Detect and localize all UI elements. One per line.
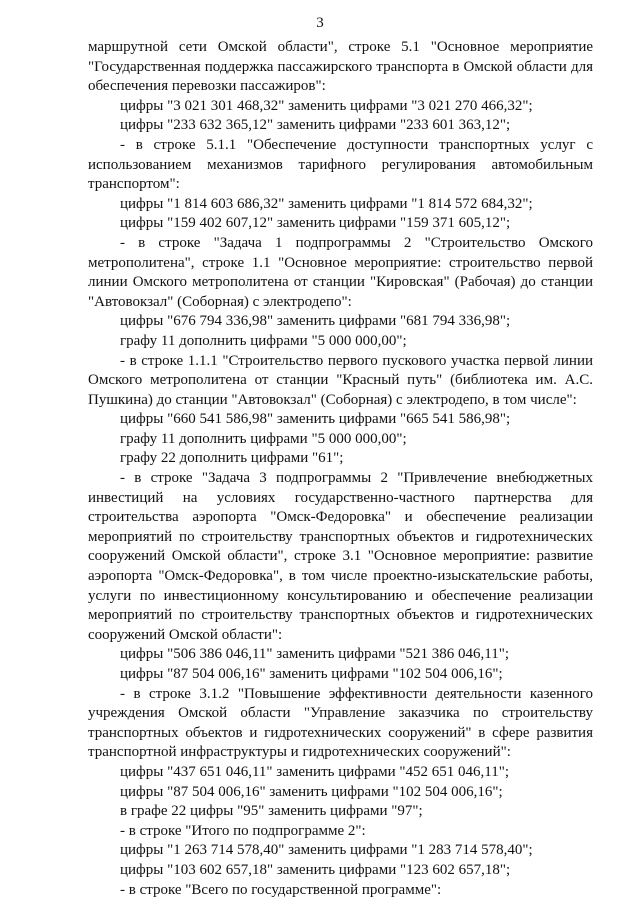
paragraph: - в строке "Всего по государственной программе": [120,881,442,898]
paragraph: цифры "660 541 586,98" заменить цифрами "665 541 586,98"; [120,411,511,428]
paragraph: графу 11 дополнить цифрами "5 000 000,00"; [120,430,407,447]
paragraph: цифры "506 386 046,11" заменить цифрами "521 386 046,11"; [120,646,510,663]
paragraph: графу 22 дополнить цифрами "61"; [120,450,344,467]
paragraph: цифры "233 632 365,12" заменить цифрами "233 601 363,12"; [120,117,511,134]
paragraph: цифры "3 021 301 468,32" заменить цифрами "3 021 270 466,32"; [120,97,533,114]
paragraph: цифры "87 504 006,16" заменить цифрами "102 504 006,16"; [120,783,503,800]
paragraph: - в строке "Задача 1 подпрограммы 2 "Строительство Омского метрополитена", строке 1.1 "Основное мероприятие: строительство первой линии Омского метрополитена от станции "Кировская" (Рабочая) до станции "Автовокзал" (Соборная) с электродепо": [88,234,593,310]
paragraph: - в строке "Итого по подпрограмме 2": [120,822,366,839]
paragraph: цифры "1 814 603 686,32" заменить цифрами "1 814 572 684,32"; [120,195,533,212]
paragraph: - в строке 5.1.1 "Обеспечение доступности транспортных услуг с использованием механизмов тарифного регулирования автомобильным транспортом": [88,136,593,193]
paragraph: цифры "87 504 006,16" заменить цифрами "102 504 006,16"; [120,666,503,682]
paragraph: цифры "676 794 336,98" заменить цифрами "681 794 336,98"; [120,313,511,330]
paragraph: - в строке 1.1.1 "Строительство первого пускового участка первой линии Омского метрополитена от станции "Красный путь" (библиотека им. А.С. Пушкина) до станции "Автовокзал" (Соборная) с электродепо, в том числе": [88,352,593,408]
paragraph: цифры "159 402 607,12" заменить цифрами "159 371 605,12"; [120,215,511,232]
document-body [88,38,593,900]
paragraph: - в строке "Задача 3 подпрограммы 2 "Привлечение внебюджетных инвестиций на условиях государственно-частного партнерства для строительства аэропорта "Омск-Федоровка" и обеспечение реализации мероприятий по строительству транспортных объектов и гидротехнических сооружений Омской области", строке 3.1 "Основное мероприятие: развитие аэропорта "Омск-Федоровка", в том числе проектно-изыскательские работы, услуги по инвестиционному консультированию и обеспечение реализации мероприятий по строительству транспортных объектов и гидротехнических сооружений Омской области": [88,470,593,643]
page-number: 3 [316,15,324,31]
paragraph: - в строке 3.1.2 "Повышение эффективности деятельности казенного учреждения Омской области "Управление заказчика по строительству транспортных объектов и гидротехнических сооружений" в сфере развития транспортной инфраструктуры и гидротехнических сооружений": [88,685,593,761]
paragraph: цифры "103 602 657,18" заменить цифрами "123 602 657,18"; [120,861,511,878]
paragraph: графу 11 дополнить цифрами "5 000 000,00"; [120,332,407,349]
paragraph: цифры "437 651 046,11" заменить цифрами "452 651 046,11"; [120,763,510,780]
paragraph: цифры "1 263 714 578,40" заменить цифрами "1 283 714 578,40"; [120,842,533,859]
paragraph: в графе 22 цифры "95" заменить цифрами "97"; [120,803,423,820]
paragraph: маршрутной сети Омской области", строке 5.1 "Основное мероприятие "Государственная поддержка пассажирского транспорта в Омской области для обеспечения перевозки пассажиров": [88,39,593,95]
